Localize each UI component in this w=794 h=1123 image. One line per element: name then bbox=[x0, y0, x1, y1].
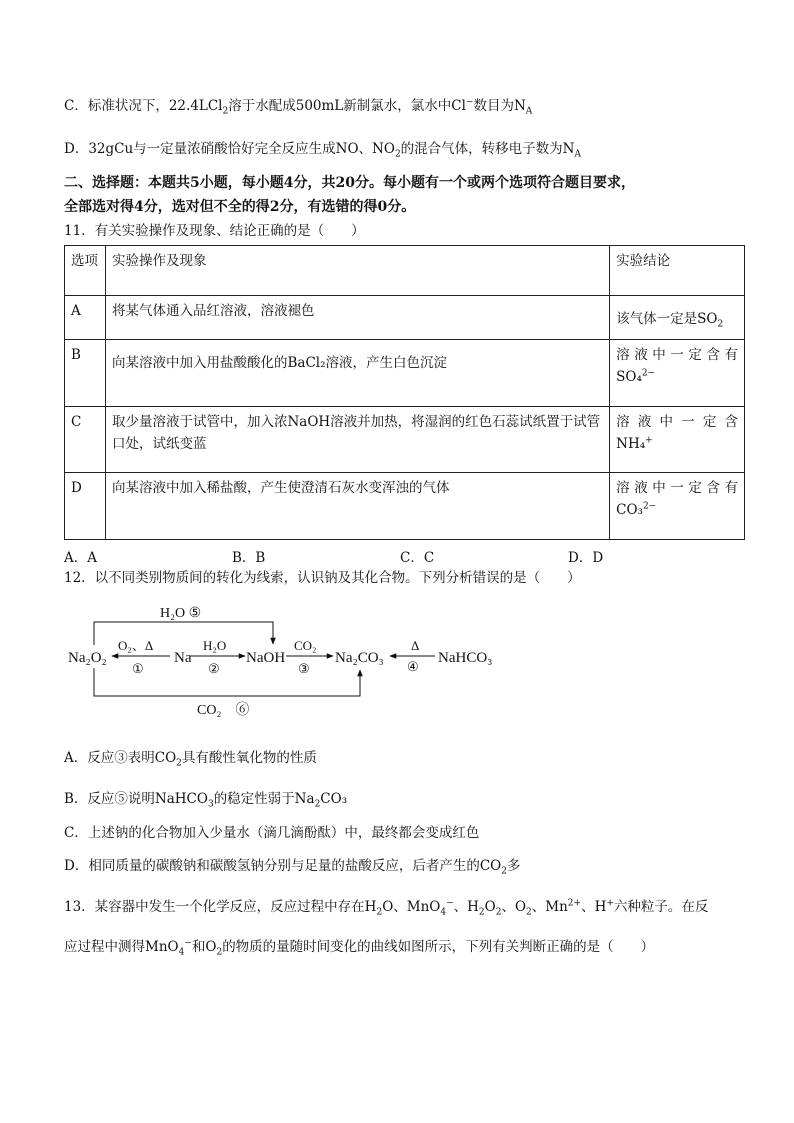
q11-table bbox=[64, 245, 745, 540]
row-option: C bbox=[65, 407, 106, 473]
row-operation: 向某溶液中加入用盐酸酸化的BaCl₂溶液，产生白色沉淀 bbox=[105, 340, 609, 407]
header-option: 选项 bbox=[65, 246, 106, 296]
header-operation: 实验操作及现象 bbox=[105, 246, 609, 296]
section2-heading-line2: 全部选对得4分，选对但不全的得2分，有选错的得0分。 bbox=[64, 199, 416, 215]
q13-stem-line1: 13．某容器中发生一个化学反应，反应过程中存在$H_2O$、MnO$_4$−、$H_2O_2$、$O_2$、$Mn^{2+}$、H+六种粒子。在反 bbox=[64, 898, 709, 918]
reaction2-condition: H₂O bbox=[203, 638, 227, 653]
reaction2-number: ② bbox=[208, 661, 220, 676]
q10-option-c: C．标准状况下，22.4LCl$_2$溶于水配成500mL新制氯水，氯水中Cl−数目为$N_A$ bbox=[64, 97, 533, 117]
q11-option-c[interactable]: C．C bbox=[400, 550, 435, 566]
na-label: Na bbox=[174, 650, 192, 666]
table-header-row bbox=[65, 246, 745, 296]
row-operation: 向某溶液中加入稀盐酸，产生使澄清石灰水变浑浊的气体 bbox=[105, 473, 609, 540]
row-conclusion: 溶液中一定含 NH₄+ bbox=[610, 407, 745, 473]
q13-stem-line2: 应过程中测得MnO$_4$−和$O_2$的物质的量随时间变化的曲线如图所示，下列有关判断正确的是（ ） bbox=[64, 938, 655, 958]
table-row bbox=[65, 340, 745, 407]
row-conclusion: 该气体一定是$SO_2$ bbox=[610, 296, 745, 340]
sodium-conversion-diagram bbox=[60, 598, 520, 723]
q10-option-d: D．32gCu与一定量浓硝酸恰好完全反应生成NO、$NO_2$的混合气体，转移电子数为$N_A$ bbox=[64, 141, 581, 160]
reaction4-condition: Δ bbox=[411, 638, 420, 653]
table-row bbox=[65, 473, 745, 540]
reaction6-label: CO₂ ⑥ bbox=[197, 703, 250, 718]
naoh-label: NaOH bbox=[246, 650, 286, 666]
row-option: B bbox=[65, 340, 106, 407]
header-conclusion: 实验结论 bbox=[610, 246, 745, 296]
q12-option-d[interactable]: D．相同质量的碳酸钠和碳酸氢钠分别与足量的盐酸反应，后者产生的$CO_2$多 bbox=[64, 858, 521, 877]
row-operation: 将某气体通入品红溶液，溶液褪色 bbox=[105, 296, 609, 340]
row-conclusion: 溶液中一定含有 CO₃$^{2-}$ bbox=[610, 473, 745, 540]
table-row bbox=[65, 407, 745, 473]
q12-stem: 12．以不同类别物质间的转化为线索，认识钠及其化合物。下列分析错误的是（ ） bbox=[64, 570, 581, 586]
row-operation: 取少量溶液于试管中，加入浓NaOH溶液并加热，将湿润的红色石蕊试纸置于试管口处，试纸变蓝 bbox=[105, 407, 609, 473]
table-row bbox=[65, 296, 745, 340]
q11-option-a[interactable]: A．A bbox=[64, 550, 97, 566]
q11-option-b[interactable]: B．B bbox=[232, 550, 266, 566]
q12-option-b[interactable]: B．反应⑤说明NaHCO$_3$的稳定性弱于$Na_2CO_3$ bbox=[64, 791, 348, 810]
q11-option-d[interactable]: D．D bbox=[568, 550, 604, 566]
row-option: A bbox=[65, 296, 106, 340]
row-option: D bbox=[65, 473, 106, 540]
reaction1-condition: O₂、Δ bbox=[118, 638, 154, 653]
q11-options bbox=[64, 546, 684, 564]
na2co3-label: Na₂CO₃ bbox=[335, 650, 384, 666]
reaction5-label: H₂O ⑤ bbox=[160, 606, 202, 621]
q12-option-a[interactable]: A．反应③表明$CO_2$具有酸性氧化物的性质 bbox=[64, 750, 317, 769]
na2o2-label: Na₂O₂ bbox=[68, 650, 107, 666]
q11-stem: 11．有关实验操作及现象、结论正确的是（ ） bbox=[64, 223, 365, 239]
nahco3-label: NaHCO₃ bbox=[438, 650, 493, 666]
reaction1-number: ① bbox=[132, 661, 144, 676]
q12-option-c[interactable]: C．上述钠的化合物加入少量水（滴几滴酚酞）中，最终都会变成红色 bbox=[64, 825, 480, 841]
reaction3-condition: CO₂ bbox=[294, 638, 317, 653]
section2-heading-line1: 二、选择题：本题共5小题，每小题4分，共20分。每小题有一个或两个选项符合题目要求， bbox=[64, 175, 635, 191]
reaction3-number: ③ bbox=[298, 661, 310, 676]
row-conclusion: 溶液中一定含有 SO₄$^{2-}$ bbox=[610, 340, 745, 407]
reaction4-number: ④ bbox=[407, 659, 419, 674]
